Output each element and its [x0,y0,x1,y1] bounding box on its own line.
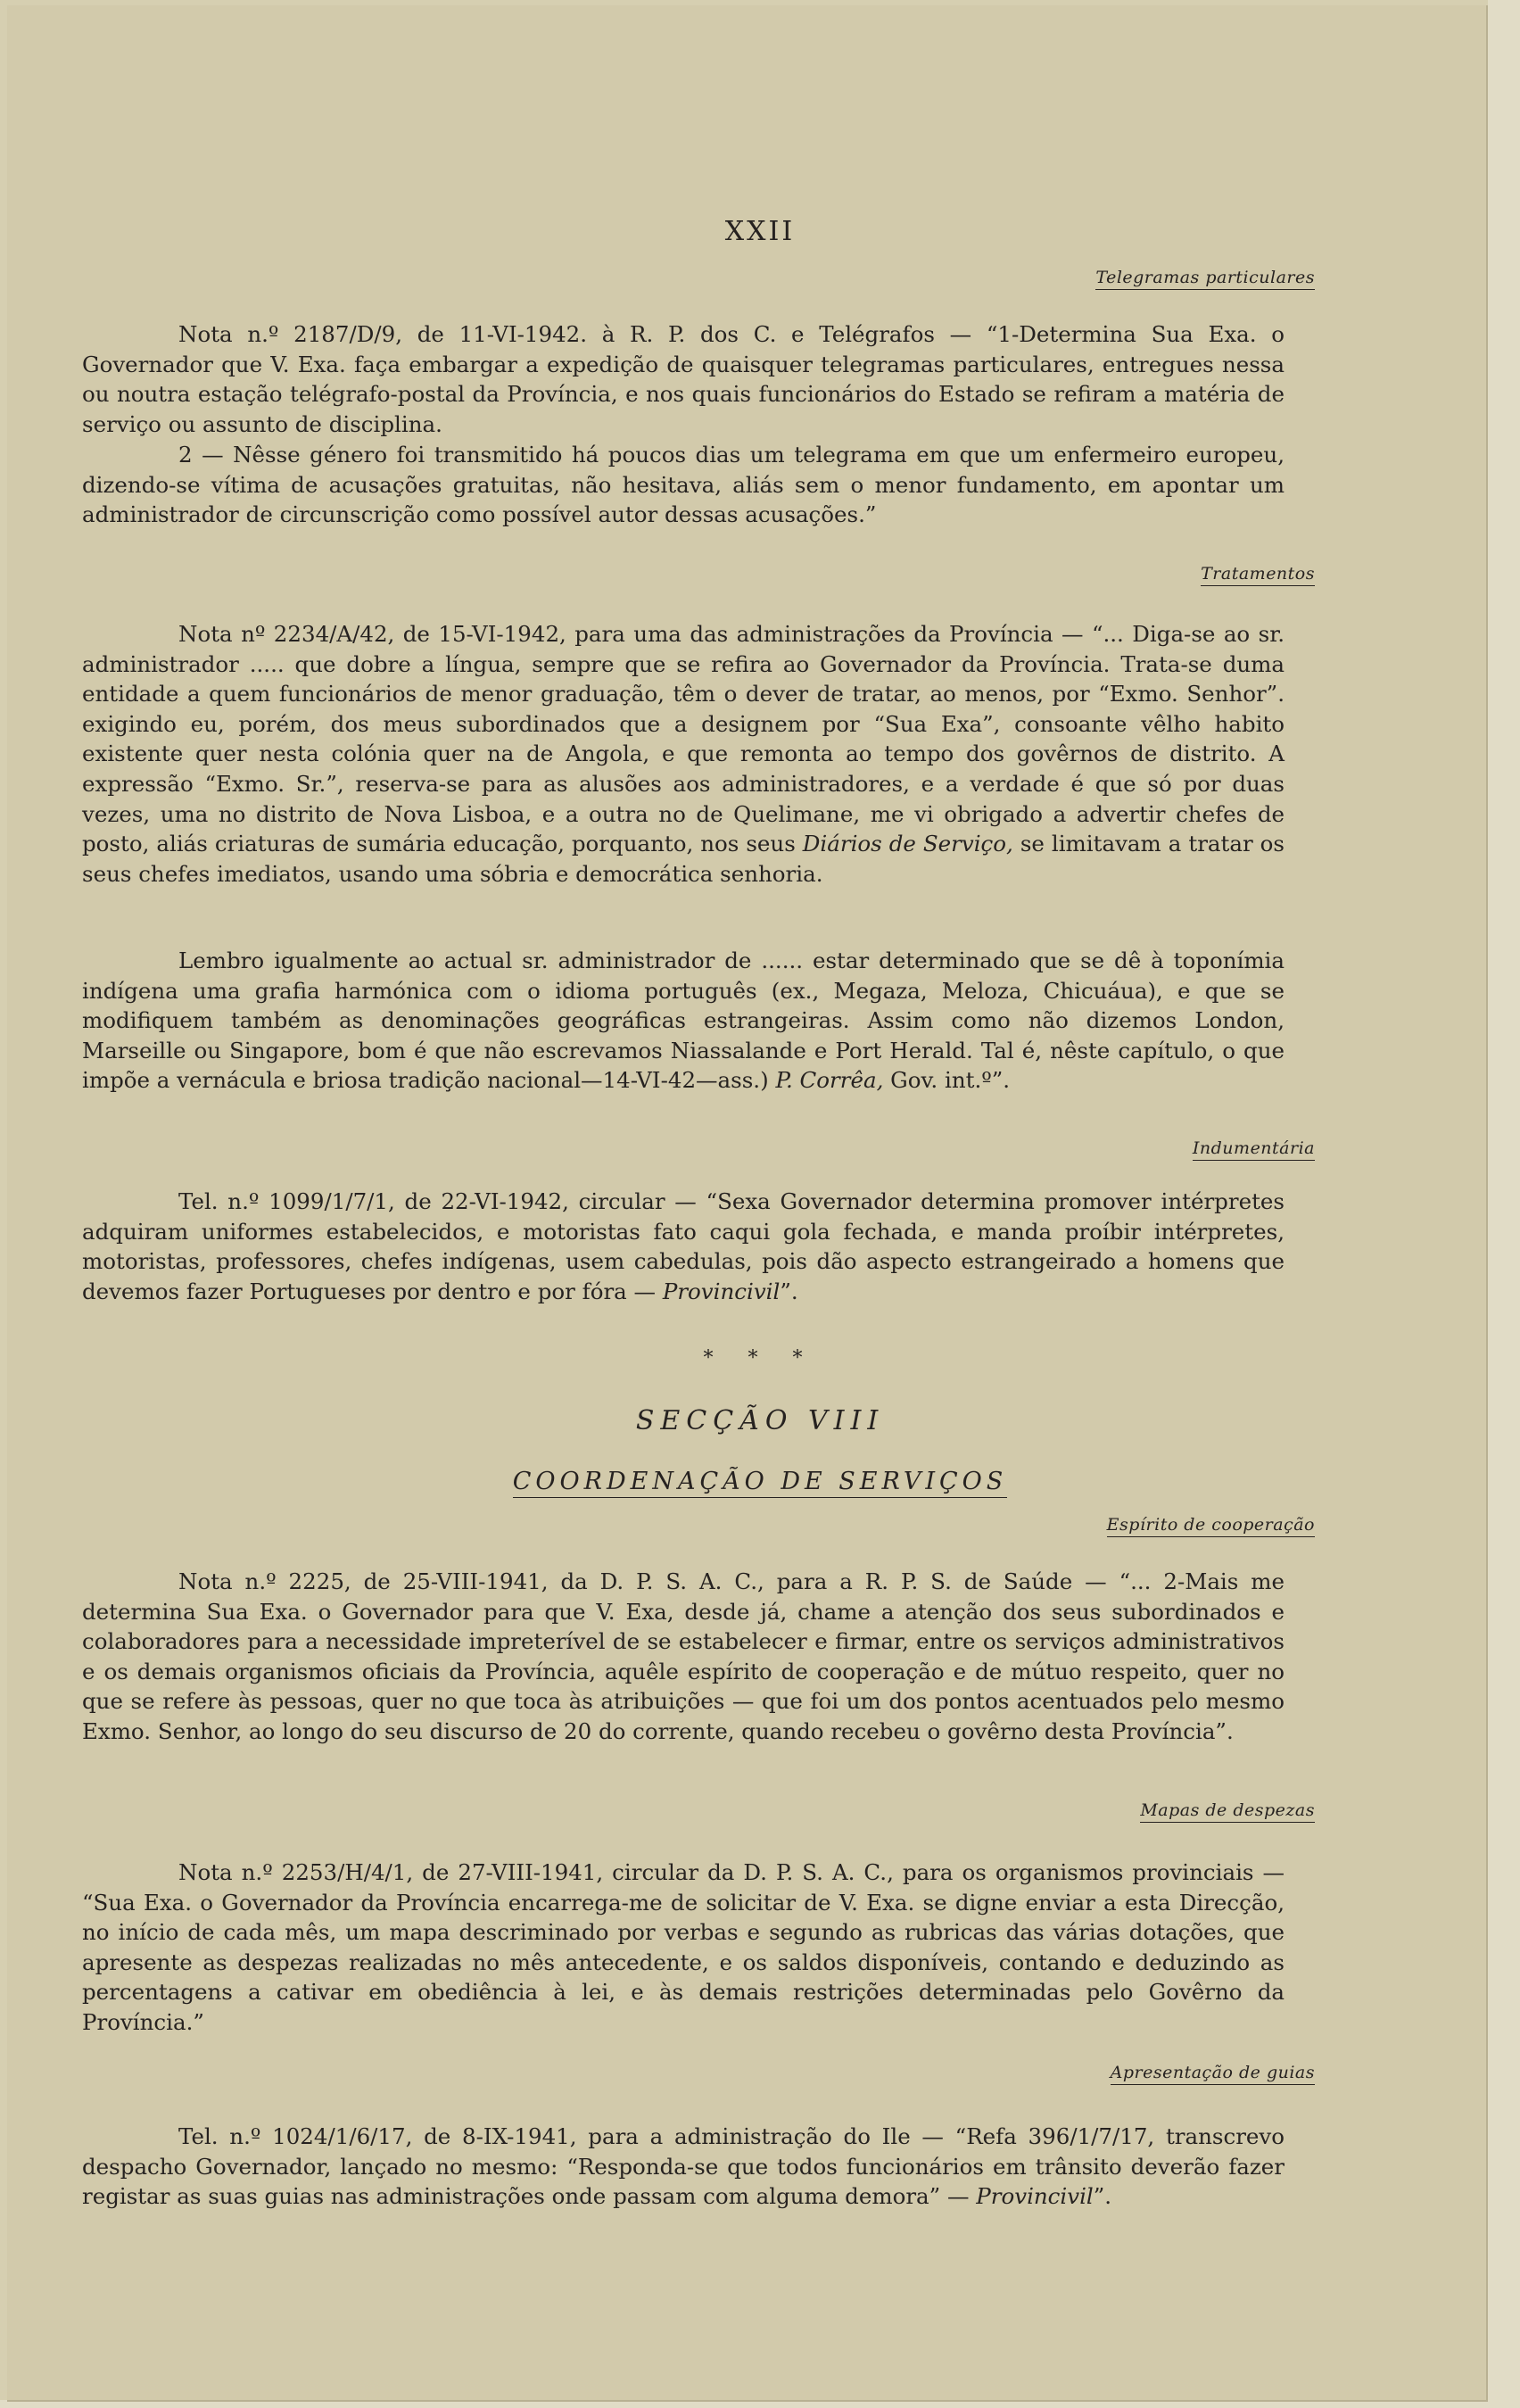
italic-signature: P. Corrêa, [775,1067,884,1094]
paragraph-cooperacao: Nota n.º 2225, de 25-VIII-1941, da D. P. S. A. C., para a R. P. S. de Saúde — “... 2-Mais me determina Sua Exa. o Governador para que V. Exa, desde já, chame a atenção dos seus subordinados e colaboradores para a necessidade impreterível de se estabelecer e firmar, entre os serviços administrativos e os demais organismos oficiais da Província, aquêle espírito de cooperação e de mútuo respeito, quer no que se refere às pessoas, quer no que toca às atribuições — que foi um dos pontos acentuados pelo mesmo Exmo. Senhor, ao longo do seu discurso de 20 do corrente, quando recebeu o govêrno desta Província”. [82,1568,1285,1744]
page-edge-right [1488,0,1520,2408]
heading-espirito-de-cooperacao: Espírito de cooperação [1107,1515,1315,1537]
paragraph-guias: Tel. n.º 1024/1/6/17, de 8-IX-1941, para a administração do Ile — “Refa 396/1/7/17, transcrevo despacho Governador, lançado no mesmo: “Responda-se que todos funcionários em trânsito deverão fazer registar as suas guias nas administrações onde passam com alguma demora” — Provincivil”. [82,2123,1285,2210]
paragraph-mapas: Nota n.º 2253/H/4/1, de 27-VIII-1941, circular da D. P. S. A. C., para os organismos provinciais — “Sua Exa. o Governador da Província encarrega-me de solicitar de V. Exa. se digne enviar a esta Direcção, no início de cada mês, um mapa descriminado por verbas e segundo as rubricas das várias dotações, que apresente as despezas realizadas no mês antecedente, e os saldos disponíveis, contando e deduzindo as percentagens a cativar em obediência à lei, e às demais restrições determinadas pelo Govêrno da Província.” [82,1859,1285,2035]
heading-tratamentos: Tratamentos [1201,564,1315,586]
italic-provincivil: Provincivil [662,1278,781,1304]
heading-mapas-de-despezas: Mapas de despezas [1140,1800,1315,1823]
italic-diarios-de-servico: Diários de Serviço, [802,831,1013,857]
page-number: XXII [724,216,796,247]
section-subtitle: COORDENAÇÃO DE SERVIÇOS [0,1468,1520,1495]
heading-indumentaria: Indumentária [1193,1138,1315,1161]
paragraph-telegramas-1: Nota n.º 2187/D/9, de 11-VI-1942. à R. P. dos C. e Telégrafos — “1-Determina Sua Exa. o Governador que V. Exa. faça embargar a expedição de quaisquer telegramas particulares, entregues nessa ou noutra estação telégrafo-postal da Província, e nos quais funcionários do Estado se refiram a matéria de serviço ou assunto de disciplina. [82,321,1285,437]
italic-provincivil-2: Provincivil [976,2183,1094,2210]
paragraph-tratamentos-1: Nota nº 2234/A/42, de 15-VI-1942, para uma das administrações da Província — “... Diga-se ao sr. administrador ..... que dobre a língua, sempre que se refira ao Governador da Província. Trata-se duma entidade a quem funcionários de menor graduação, têm o dever de tratar, ao menos, por “Exmo. Senhor”. exigindo eu, porém, dos meus subordinados que a designem por “Sua Exa”, consoante vêlho habito existente quer nesta colónia quer na de Angola, e que remonta ao tempo dos govêrnos de distrito. A expressão “Exmo. Sr.”, reserva-se para as alusões aos administradores, e a verdade é que só por duas vezes, uma no distrito de Nova Lisboa, e a outra no de Quelimane, me vi obrigado a advertir chefes de posto, aliás criaturas de sumária educação, porquanto, nos seus Diários de Serviço, se limitavam a tratar os seus chefes imediatos, usando uma sóbria e democrática senhoria. [82,621,1285,887]
paragraph-indumentaria: Tel. n.º 1099/1/7/1, de 22-VI-1942, circular — “Sexa Governador determina promover intérpretes adquiram uniformes estabelecidos, e motoristas fato caqui gola fechada, e manda proíbir intérpretes, motoristas, professores, chefes indígenas, usem cabedulas, pois dão aspecto estrangeirado a homens que devemos fazer Portugueses por dentro e por fóra — Provincivil”. [82,1188,1285,1304]
separator-asterisks: * * * [703,1347,817,1369]
paragraph-telegramas-2: 2 — Nêsse género foi transmitido há poucos dias um telegrama em que um enfermeiro europeu, dizendo-se vítima de acusações gratuitas, não hesitava, aliás sem o menor fundamento, em apontar um administrador de circunscrição como possível autor dessas acusações.” [82,442,1285,528]
section-title: SECÇÃO VIII [635,1405,885,1436]
paragraph-tratamentos-2: Lembro igualmente ao actual sr. administrador de ...... estar determinado que se dê à toponímia indígena uma grafia harmónica com o idioma português (ex., Megaza, Meloza, Chicuáua), e que se modifiquem também as denominações geográficas estrangeiras. Assim como não dizemos London, Marseille ou Singapore, bom é que não escrevamos Niassalande e Port Herald. Tal é, nêste capítulo, o que impõe a vernácula e briosa tradição nacional—14-VI-42—ass.) P. Corrêa, Gov. int.º”. [82,947,1285,1094]
heading-telegramas-particulares: Telegramas particulares [1095,268,1315,290]
heading-apresentacao-de-guias: Apresentação de guias [1111,2063,1315,2085]
